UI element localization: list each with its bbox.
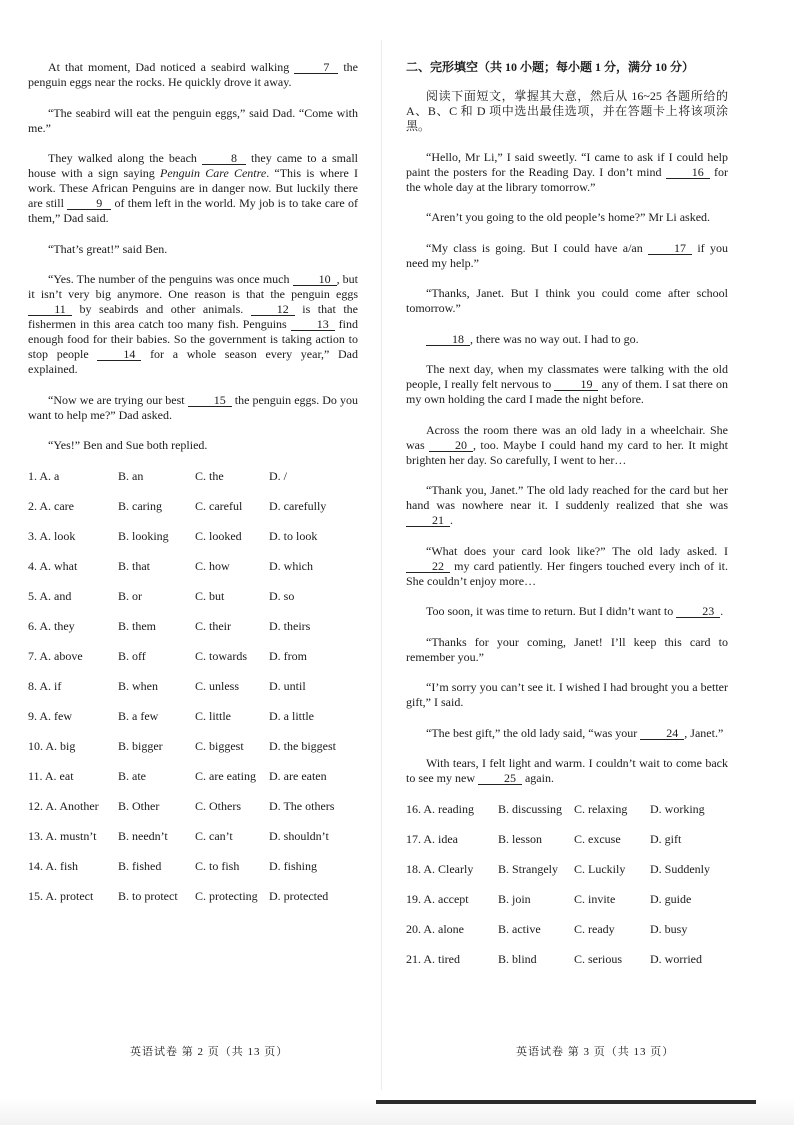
option-row [28, 889, 358, 919]
answer-blank: 9 [67, 197, 111, 210]
passage-text: “My class is going. But I could have a/an [426, 240, 649, 255]
option-choice: D. so [269, 588, 295, 603]
option-choice: B. looking [118, 528, 169, 543]
answer-blank: 16 [666, 166, 710, 179]
passage-text: The next day, when my classmates were talking with the old people, I really felt nervous to [406, 362, 728, 391]
option-choice: 15. A. protect [28, 888, 94, 903]
option-choice: C. towards [195, 648, 247, 663]
option-choice: D. The others [269, 798, 335, 813]
passage-paragraph [28, 106, 358, 136]
option-choice: D. to look [269, 528, 318, 543]
passage-paragraph [406, 604, 728, 619]
option-choice: 17. A. idea [406, 831, 458, 846]
option-choice: 18. A. Clearly [406, 861, 474, 876]
option-choice: D. gift [650, 831, 682, 846]
option-choice: 7. A. above [28, 648, 83, 663]
answer-blank: 18 [426, 333, 470, 346]
option-choice: C. looked [195, 528, 242, 543]
option-row [28, 709, 358, 739]
section-title: 二、完形填空（共 10 小题；每小题 1 分，满分 10 分） [406, 60, 695, 74]
option-choice: D. shouldn’t [269, 828, 329, 843]
option-choice: B. that [118, 558, 150, 573]
left-passage [28, 60, 358, 453]
option-choice: D. a little [269, 708, 314, 723]
option-choice: B. blind [498, 951, 537, 966]
passage-text: if you need my help.” [406, 240, 728, 270]
option-choice: 14. A. fish [28, 858, 79, 873]
left-page [28, 60, 358, 919]
answer-blank: 11 [28, 303, 72, 316]
option-choice: 11. A. eat [28, 768, 74, 783]
option-choice: D. busy [650, 921, 688, 936]
option-choice: C. relaxing [574, 801, 628, 816]
passage-text: they came to a small house with a sign saying [28, 151, 358, 180]
option-choice: 13. A. mustn’t [28, 828, 97, 843]
passage-paragraph [28, 272, 358, 377]
option-choice: B. or [118, 588, 142, 603]
option-choice: C. but [195, 588, 225, 603]
option-choice: B. fished [118, 858, 162, 873]
option-choice: 3. A. look [28, 528, 76, 543]
option-choice: B. Strangely [498, 861, 558, 876]
option-choice: C. are eating [195, 768, 256, 783]
option-choice: B. ate [118, 768, 146, 783]
option-choice: B. caring [118, 498, 162, 513]
option-choice: D. carefully [269, 498, 327, 513]
passage-text: the penguin eggs near the rocks. He quickly drove it away. [28, 60, 358, 89]
passage-text: . “This is where I work. These African Penguins are in danger now. But luckily there are still [28, 166, 358, 210]
passage-text: . [720, 604, 724, 618]
passage-paragraph [406, 150, 728, 195]
option-choice: B. a few [118, 708, 159, 723]
passage-paragraph [28, 151, 358, 226]
passage-paragraph [406, 423, 728, 468]
option-row [406, 832, 728, 862]
passage-paragraph [406, 726, 728, 741]
answer-blank: 23 [676, 605, 720, 618]
passage-paragraph [406, 210, 728, 225]
option-row [28, 799, 358, 829]
option-choice: B. off [118, 648, 146, 663]
option-row [28, 679, 358, 709]
answer-blank: 20 [429, 439, 473, 452]
option-choice: D. fishing [269, 858, 317, 873]
option-choice: B. when [118, 678, 158, 693]
passage-text: “What does your card look like?” The old lady asked. I [426, 543, 728, 558]
option-choice: C. excuse [574, 831, 621, 846]
passage-text: “Yes. The number of the penguins was once much [48, 272, 293, 286]
passage-text: by seabirds and other animals. [72, 302, 251, 316]
right-options [406, 802, 728, 982]
answer-blank: 10 [293, 273, 337, 286]
passage-paragraph [406, 286, 728, 316]
answer-blank: 12 [251, 303, 295, 316]
option-choice: 21. A. tired [406, 951, 460, 966]
passage-text: They walked along the beach [48, 151, 202, 165]
option-choice: C. to fish [195, 858, 240, 873]
right-passage [406, 150, 728, 787]
option-row [406, 892, 728, 922]
option-row [28, 769, 358, 799]
option-choice: D. theirs [269, 618, 311, 633]
option-choice: 6. A. they [28, 618, 75, 633]
option-choice: C. biggest [195, 738, 244, 753]
answer-blank: 14 [97, 348, 141, 361]
option-choice: B. active [498, 921, 541, 936]
option-row [406, 952, 728, 982]
passage-text: “Thanks for your coming, Janet! I’ll keep this card to remember you.” [406, 634, 728, 664]
option-row [28, 529, 358, 559]
option-choice: 12. A. Another [28, 798, 99, 813]
option-choice: C. little [195, 708, 231, 723]
option-choice: C. Others [195, 798, 241, 813]
option-row [28, 589, 358, 619]
option-choice: D. the biggest [269, 738, 336, 753]
option-choice: C. unless [195, 678, 240, 693]
passage-text: “That’s great!” said Ben. [48, 241, 168, 256]
option-choice: 16. A. reading [406, 801, 474, 816]
passage-paragraph [406, 680, 728, 710]
passage-text: , there was no way out. I had to go. [470, 331, 639, 346]
passage-paragraph [406, 241, 728, 271]
answer-blank: 15 [188, 394, 232, 407]
option-choice: 10. A. big [28, 738, 76, 753]
option-choice: C. careful [195, 498, 243, 513]
option-row [406, 862, 728, 892]
passage-paragraph [28, 438, 358, 453]
option-row [28, 859, 358, 889]
passage-text: “Aren’t you going to the old people’s home?” Mr Li asked. [426, 210, 711, 224]
answer-blank: 24 [640, 727, 684, 740]
answer-blank: 13 [291, 318, 335, 331]
option-choice: 2. A. care [28, 498, 74, 513]
passage-text: “The best gift,” the old lady said, “was your [426, 725, 641, 740]
left-options [28, 469, 358, 919]
passage-text: “Yes!” Ben and Sue both replied. [48, 438, 208, 452]
passage-paragraph [28, 242, 358, 257]
option-choice: D. which [269, 558, 313, 573]
option-choice: 20. A. alone [406, 921, 464, 936]
option-row [28, 619, 358, 649]
passage-text: for a whole season every year,” Dad explained. [28, 347, 358, 376]
option-choice: B. join [498, 891, 531, 906]
option-choice: C. can’t [195, 828, 233, 843]
option-choice: C. the [195, 468, 224, 483]
option-row [28, 559, 358, 589]
passage-text: , too. Maybe I could hand my card to her. It might brighten her day. So carefully, I went to her… [406, 437, 728, 467]
passage-text: “Thanks, Janet. But I think you could come after school tomorrow.” [406, 286, 728, 315]
option-choice: D. from [269, 648, 307, 663]
passage-text: At that moment, Dad noticed a seabird walking [48, 60, 295, 74]
option-choice: C. their [195, 618, 231, 633]
answer-blank: 22 [406, 560, 450, 573]
passage-text: “Thank you, Janet.” The old lady reached for the card but her hand was nowhere near it. I suddenly realized that she was [406, 483, 728, 512]
option-choice: 19. A. accept [406, 891, 469, 906]
passage-text: “Now we are trying our best [48, 392, 188, 407]
passage-text: “Hello, Mr Li,” I said sweetly. “I came to ask if I could help paint the posters for the Reading Day. I don’t mind [406, 149, 728, 179]
option-choice: 9. A. few [28, 708, 72, 723]
passage-text: . [450, 513, 453, 527]
passage-text: again. [521, 771, 554, 785]
option-choice: C. Luckily [574, 861, 626, 876]
passage-text: With tears, I felt light and warm. I couldn’t wait to come back to see my new [406, 756, 728, 785]
passage-paragraph [28, 393, 358, 423]
option-choice: B. them [118, 618, 156, 633]
scan-edge-line [376, 1100, 756, 1104]
passage-paragraph [406, 635, 728, 665]
option-row [28, 499, 358, 529]
passage-text: the penguin eggs. Do you want to help me?” Dad asked. [28, 392, 358, 422]
option-row [28, 649, 358, 679]
passage-text: any of them. I sat there on my own holding the card I made the night before. [406, 377, 729, 406]
option-choice: B. discussing [498, 801, 563, 816]
option-choice: C. how [195, 558, 230, 573]
option-choice: D. Suddenly [650, 861, 710, 876]
option-row [28, 469, 358, 499]
option-choice: 1. A. a [28, 468, 60, 483]
right-page [406, 60, 728, 982]
passage-paragraph [406, 362, 728, 407]
passage-text: is that the fishermen in this area catch too many fish. Penguins [28, 302, 358, 331]
passage-paragraph [406, 332, 728, 347]
answer-blank: 19 [554, 378, 598, 391]
option-choice: B. to protect [118, 888, 178, 903]
answer-blank: 17 [648, 242, 692, 255]
option-choice: C. serious [574, 951, 622, 966]
passage-paragraph [406, 483, 728, 528]
instructions: 阅读下面短文，掌握其大意，然后从 16~25 各题所给的 A、B、C 和 D 项中选出最佳选项，并在答题卡上将该项涂黑。 [406, 89, 728, 133]
passage-text: find enough food for their babies. So the government is taking action to stop people [28, 317, 358, 361]
passage-text: Across the room there was an old lady in a wheelchair. She was [406, 422, 728, 452]
option-choice: C. invite [574, 891, 616, 906]
option-row [406, 802, 728, 832]
option-choice: D. guide [650, 891, 692, 906]
option-choice: D. worried [650, 951, 702, 966]
passage-paragraph [406, 544, 728, 589]
option-choice: D. protected [269, 888, 329, 903]
option-choice: D. working [650, 801, 705, 816]
page-divider [381, 40, 382, 1090]
passage-text: “I’m sorry you can’t see it. I wished I had brought you a better gift,” I said. [406, 680, 728, 709]
passage-paragraph [28, 60, 358, 90]
passage-text: for the whole day at the library tomorrow.” [406, 164, 728, 194]
answer-blank: 8 [202, 152, 246, 165]
answer-blank: 7 [294, 61, 338, 74]
passage-text: , Janet.” [684, 725, 724, 740]
option-choice: C. ready [574, 921, 615, 936]
option-row [28, 739, 358, 769]
option-choice: B. an [118, 468, 144, 483]
option-choice: D. are eaten [269, 768, 327, 783]
option-choice: 5. A. and [28, 588, 72, 603]
option-choice: 8. A. if [28, 678, 62, 693]
option-choice: B. needn’t [118, 828, 168, 843]
footer-right: 英语试卷 第 3 页（共 13 页） [516, 1046, 675, 1058]
passage-text: my card patiently. Her fingers touched every inch of it. She couldn’t enjoy more… [406, 558, 728, 588]
option-row [28, 829, 358, 859]
option-choice: D. until [269, 678, 306, 693]
option-choice: C. protecting [195, 888, 258, 903]
option-row [406, 922, 728, 952]
passage-text: Too soon, it was time to return. But I didn’t want to [426, 604, 677, 618]
option-choice: B. bigger [118, 738, 163, 753]
passage-text: “The seabird will eat the penguin eggs,” said Dad. “Come with me.” [28, 105, 358, 135]
option-choice: B. Other [118, 798, 160, 813]
option-choice: B. lesson [498, 831, 543, 846]
option-choice: 4. A. what [28, 558, 78, 573]
passage-text: Penguin Care Centre [160, 166, 267, 180]
passage-text: , but it isn’t very big anymore. One reason is that the penguin eggs [28, 272, 358, 301]
passage-paragraph [406, 756, 728, 786]
answer-blank: 21 [406, 514, 450, 527]
footer-left: 英语试卷 第 2 页（共 13 页） [130, 1046, 289, 1058]
passage-text: of them left in the world. My job is to take care of them,” Dad said. [28, 196, 358, 225]
answer-blank: 25 [478, 772, 522, 785]
option-choice: D. / [269, 468, 287, 483]
